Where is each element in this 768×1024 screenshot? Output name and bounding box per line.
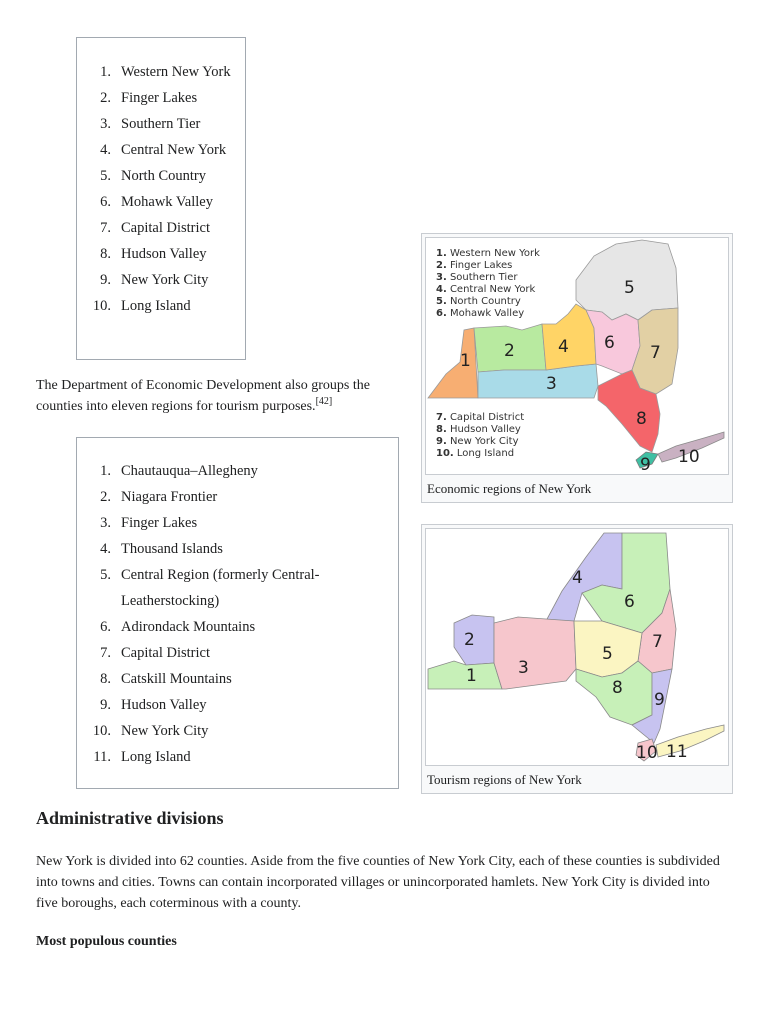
reference-link[interactable] — [316, 396, 333, 407]
list-item — [77, 744, 398, 770]
subheading-most-populous-counties: Most populous counties — [36, 934, 177, 949]
map-region-label: 1 — [466, 666, 477, 686]
list-item — [77, 510, 398, 536]
map-legend-top — [436, 248, 540, 319]
legend-entry: 4. Central New York — [436, 284, 536, 295]
list-item-label: Central New York — [121, 142, 227, 158]
list-item — [77, 293, 245, 319]
list-item-label: Hudson Valley — [121, 246, 207, 262]
list-item-label: Capital District — [121, 645, 210, 661]
figure-caption: Tourism regions of New York — [427, 772, 582, 787]
list-item-number: 11. — [93, 749, 111, 765]
list-item-label: Catskill Mountains — [121, 671, 232, 687]
list-item-number: 7. — [100, 645, 111, 661]
map-region-label: 7 — [652, 632, 663, 652]
legend-entry: 8. Hudson Valley — [436, 424, 521, 435]
list-item — [77, 215, 245, 241]
list-item — [77, 614, 398, 640]
list-item-number: 9. — [100, 697, 111, 713]
list-item-number: 2. — [100, 90, 111, 106]
map-region-label: 10 — [636, 743, 658, 763]
list-item — [77, 718, 398, 744]
list-item-label: Finger Lakes — [121, 515, 198, 531]
list-item-number: 5. — [100, 168, 111, 184]
list-item-number: 3. — [100, 515, 111, 531]
list-item-label: Southern Tier — [121, 116, 201, 132]
list-item-number: 10. — [92, 298, 111, 314]
list-item-number: 2. — [100, 489, 111, 505]
tourism-intro-text: The Department of Economic Development also groups the counties into eleven regions for tourism purposes. — [36, 378, 370, 414]
section-heading-administrative-divisions: Administrative divisions — [36, 808, 224, 828]
map-region-finger-lakes — [494, 617, 576, 689]
list-item-label: Adirondack Mountains — [121, 619, 256, 635]
tourism-regions-map — [426, 529, 728, 765]
tourism-regions-map-image[interactable] — [425, 528, 729, 766]
list-item-label: Capital District — [121, 220, 210, 236]
list-item-number: 8. — [100, 671, 111, 687]
list-item-number: 9. — [100, 272, 111, 288]
map-legend-bottom — [436, 412, 524, 459]
list-item — [77, 692, 398, 718]
map-region-label: 4 — [572, 568, 583, 588]
list-item — [77, 163, 245, 189]
list-item-number: 10. — [92, 723, 111, 739]
tourism-intro-paragraph — [36, 375, 406, 417]
list-item-number: 3. — [100, 116, 111, 132]
map-region-label: 9 — [640, 455, 651, 474]
list-item-number: 1. — [100, 463, 111, 479]
list-item-label: North Country — [121, 168, 206, 184]
list-item-label: Western New York — [121, 64, 231, 80]
list-item-label: Niagara Frontier — [121, 489, 218, 505]
tourism-regions-list — [77, 458, 398, 770]
map-region-chautauqua — [428, 661, 502, 689]
list-item — [77, 484, 398, 510]
list-item-number: 6. — [100, 194, 111, 210]
economic-regions-map — [426, 238, 728, 474]
list-item — [77, 85, 245, 111]
list-item — [77, 267, 245, 293]
administrative-divisions-paragraph: New York is divided into 62 counties. Aside from the five counties of New York City, each of these counties is subdivided into towns and cities. Towns can contain incorporated villages or unincorporated hamlets. New York City is divided into five boroughs, each coterminous with a county. — [36, 854, 720, 911]
economic-regions-list-box — [76, 37, 246, 360]
economic-regions-map-image[interactable] — [425, 237, 729, 475]
list-item-label: New York City — [121, 272, 209, 288]
legend-entry: 1. Western New York — [436, 248, 540, 259]
list-item-number: 8. — [100, 246, 111, 262]
map-region-label: 7 — [650, 343, 661, 363]
list-item — [77, 111, 245, 137]
list-item — [77, 241, 245, 267]
legend-entry: 3. Southern Tier — [436, 272, 518, 283]
map-region-label: 3 — [518, 658, 529, 678]
legend-entry: 6. Mohawk Valley — [436, 308, 525, 319]
tourism-regions-figure — [421, 524, 733, 794]
map-region-label: 2 — [464, 630, 475, 650]
list-item-label: Chautauqua–Allegheny — [121, 463, 258, 479]
map-region-label: 3 — [546, 374, 557, 394]
list-item-label: New York City — [121, 723, 209, 739]
list-item — [77, 458, 398, 484]
list-item-label: Hudson Valley — [121, 697, 207, 713]
list-item — [77, 59, 245, 85]
map-region-label: 5 — [602, 644, 613, 664]
map-region-label: 11 — [666, 742, 688, 762]
tourism-regions-list-box — [76, 437, 399, 789]
list-item-number: 1. — [100, 64, 111, 80]
list-item — [77, 536, 398, 562]
reference-link-label[interactable]: [42] — [315, 396, 333, 407]
list-item-label: Long Island — [121, 298, 191, 314]
list-item-number: 4. — [100, 541, 111, 557]
map-region-label: 9 — [654, 690, 665, 710]
economic-regions-figure — [421, 233, 733, 503]
list-item — [77, 562, 398, 614]
list-item-number: 5. — [100, 567, 111, 583]
map-region-label: 6 — [624, 592, 635, 612]
list-item-label: Long Island — [121, 749, 191, 765]
map-region-label: 1 — [460, 351, 471, 371]
legend-entry: 7. Capital District — [436, 412, 525, 423]
legend-entry: 5. North Country — [436, 296, 521, 307]
list-item-number: 6. — [100, 619, 111, 635]
list-item — [77, 666, 398, 692]
list-item-label: Thousand Islands — [121, 541, 223, 557]
figure-caption: Economic regions of New York — [427, 481, 592, 496]
map-region-label: 5 — [624, 278, 635, 298]
list-item-number: 4. — [100, 142, 111, 158]
list-item — [77, 189, 245, 215]
list-item-label: Finger Lakes — [121, 90, 198, 106]
list-item-number: 7. — [100, 220, 111, 236]
legend-entry: 9. New York City — [436, 436, 519, 447]
map-region-label: 6 — [604, 333, 615, 353]
legend-entry: 2. Finger Lakes — [436, 260, 513, 271]
economic-regions-list — [77, 59, 245, 319]
map-region-label: 10 — [678, 447, 700, 467]
map-region-label: 4 — [558, 337, 569, 357]
list-item-label: Central Region (formerly Central-Leatherstocking) — [121, 567, 320, 609]
map-region-label: 8 — [612, 678, 623, 698]
list-item-label: Mohawk Valley — [121, 194, 213, 210]
list-item — [77, 640, 398, 666]
legend-entry: 10. Long Island — [436, 448, 515, 459]
list-item — [77, 137, 245, 163]
map-region-label: 2 — [504, 341, 515, 361]
map-region-label: 8 — [636, 409, 647, 429]
